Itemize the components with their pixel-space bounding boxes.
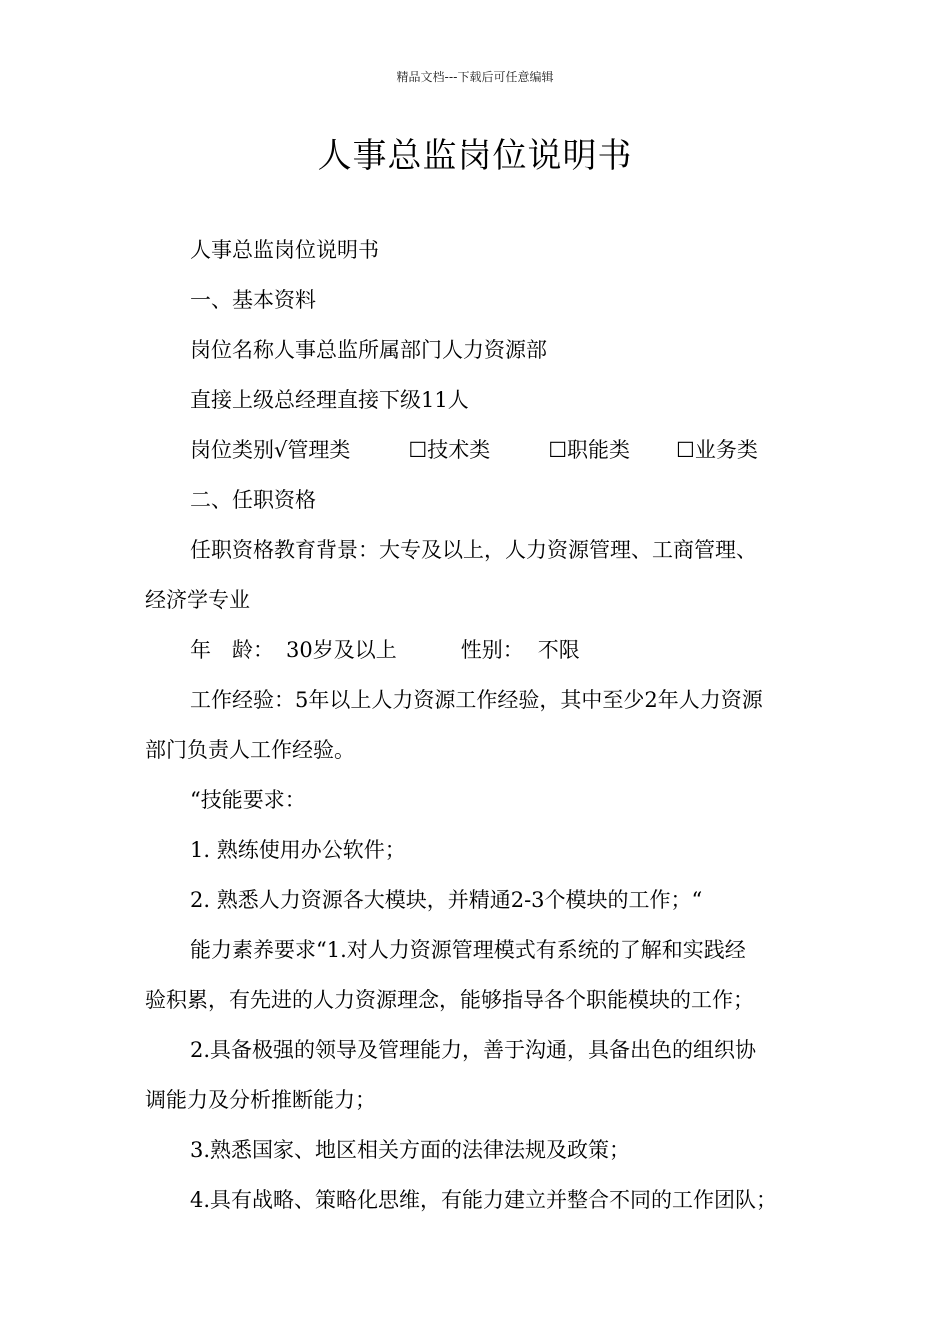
list-item: 4.具有战略、策略化思维，有能力建立并整合不同的工作团队； (190, 1188, 778, 1212)
section-heading: 一、基本资料 (190, 288, 316, 312)
category-option: √管理类 (274, 438, 351, 462)
category-option: ☐技术类 (408, 438, 491, 462)
age-value: 30岁及以上 (286, 638, 397, 662)
body-line: 调能力及分析推断能力； (145, 1088, 376, 1112)
list-item: 3.熟悉国家、地区相关方面的法律法规及政策； (190, 1138, 631, 1162)
body-line: 人事总监岗位说明书 (190, 238, 379, 262)
age-label: 年 龄： (190, 638, 274, 662)
list-item: 2.具备极强的领导及管理能力，善于沟通，具备出色的组织协 (190, 1038, 757, 1062)
header-note: 精品文档---下载后可任意编辑 (396, 70, 554, 84)
body-line: 验积累，有先进的人力资源理念，能够指导各个职能模块的工作； (145, 988, 754, 1012)
body-line: 能力素养要求“1.对人力资源管理模式有系统的了解和实践经 (190, 938, 746, 962)
body-line: “技能要求： (190, 788, 306, 812)
body-line: 经济学专业 (145, 588, 250, 612)
body-line: 直接上级总经理直接下级11人 (190, 388, 469, 412)
gender-value: 不限 (537, 638, 580, 662)
body-line: 岗位名称人事总监所属部门人力资源部 (190, 338, 547, 362)
category-option: ☐职能类 (548, 438, 631, 462)
document-title: 人事总监岗位说明书 (317, 136, 633, 176)
gender-label: 性别： (460, 638, 524, 662)
age-gender-row (190, 636, 580, 664)
list-item: 2. 熟悉人力资源各大模块，并精通2-3个模块的工作；“ (190, 888, 703, 912)
section-heading: 二、任职资格 (190, 488, 316, 512)
category-label: 岗位类别 (190, 438, 274, 462)
category-option: ☐业务类 (676, 438, 758, 462)
category-row (190, 436, 758, 464)
body-line: 任职资格教育背景：大专及以上，人力资源管理、工商管理、 (190, 538, 757, 562)
body-line: 部门负责人工作经验。 (145, 738, 355, 762)
body-line: 工作经验：5年以上人力资源工作经验，其中至少2年人力资源 (190, 688, 763, 712)
list-item: 1. 熟练使用办公软件； (190, 838, 406, 862)
